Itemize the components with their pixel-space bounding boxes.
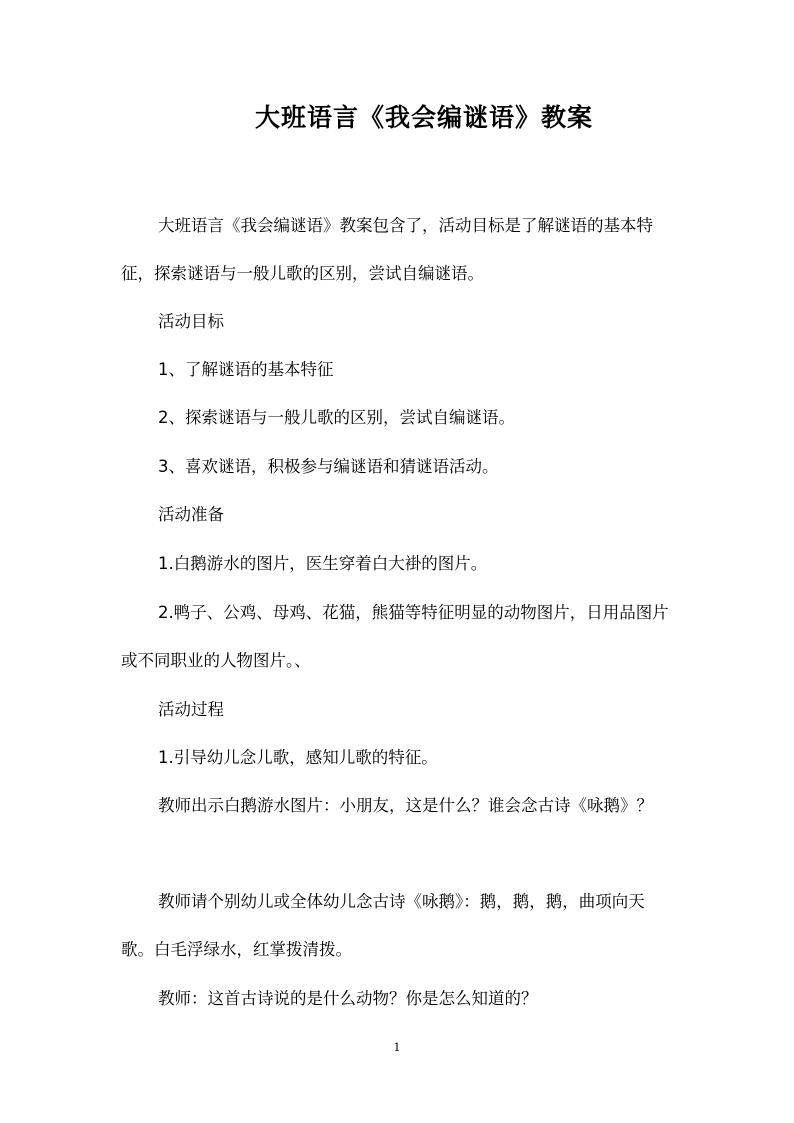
document-title: 大班语言《我会编谜语》教案: [254, 103, 593, 132]
process-paragraph-question: 教师：这首古诗说的是什么动物？你是怎么知道的？: [158, 989, 538, 1008]
goal-item-2: 2、探索谜语与一般儿歌的区别，尝试自编谜语。: [158, 408, 515, 427]
preparation-item-1: 1.白鹅游水的图片，医生穿着白大褂的图片。: [158, 554, 488, 573]
heading-activity-goals: 活动目标: [158, 312, 224, 331]
heading-activity-process: 活动过程: [158, 700, 224, 719]
paragraph-intro: 大班语言《我会编谜语》教案包含了，活动目标是了解谜语的基本特征，探索谜语与一般儿歌的区别，尝试自编谜语。: [121, 216, 653, 283]
page-number: 1: [393, 1041, 401, 1054]
process-step-1: 1.引导幼儿念儿歌，感知儿歌的特征。: [158, 748, 438, 767]
goal-item-1: 1、了解谜语的基本特征: [158, 360, 334, 379]
heading-activity-preparation: 活动准备: [158, 505, 224, 524]
goal-item-3: 3、喜欢谜语，积极参与编谜语和猜谜语活动。: [158, 457, 499, 476]
process-paragraph-recite-poem: 教师请个别幼儿或全体幼儿念古诗《咏鹅》：鹅，鹅，鹅，曲项向天歌。白毛浮绿水，红掌拨清拨。: [121, 892, 645, 959]
preparation-item-2: 2.鸭子、公鸡、母鸡、花猫，熊猫等特征明显的动物图片，日用品图片或不同职业的人物图片。、: [121, 603, 669, 670]
process-paragraph-show-picture: 教师出示白鹅游水图片：小朋友，这是什么？谁会念古诗《咏鹅》？: [158, 796, 653, 815]
